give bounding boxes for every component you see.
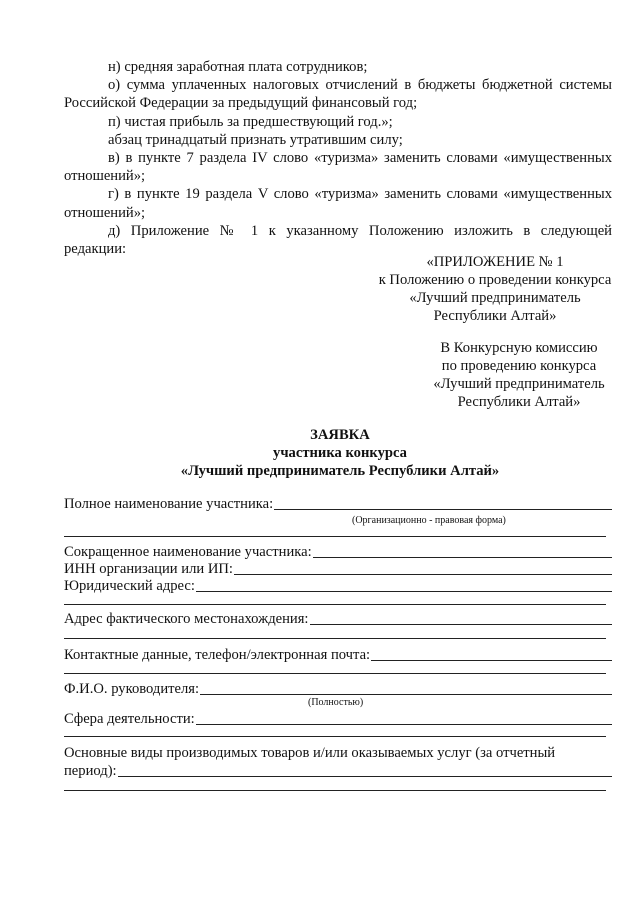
addressee-block: В Конкурсную комиссию по проведению конкурса «Лучший предприниматель Республики Алтай»: [433, 340, 605, 410]
appendix-contest-name: «Лучший предприниматель: [409, 290, 581, 306]
form-subtitle: участника конкурса: [273, 445, 407, 461]
contacts-line-2[interactable]: [64, 673, 606, 674]
full-name-label: Полное наименование участника:: [64, 496, 274, 512]
short-name-label: Сокращенное наименование участника:: [64, 544, 312, 560]
full-name-line-2[interactable]: [64, 536, 606, 537]
appendix-reference: к Положению о проведении конкурса: [378, 272, 612, 288]
legal-address-field[interactable]: [64, 577, 612, 595]
goods-label-line1: Основные виды производимых товаров и/или оказываемых услуг (за отчетный: [64, 745, 556, 761]
short-name-line[interactable]: [313, 543, 612, 558]
contacts-line[interactable]: [371, 646, 612, 661]
appendix-header: [330, 253, 640, 325]
goods-label-line2: период):: [64, 763, 117, 779]
full-name-field[interactable]: [64, 495, 612, 513]
legal-address-line[interactable]: [196, 577, 612, 592]
appendix-region: Республики Алтай»: [433, 308, 557, 324]
activity-line[interactable]: [196, 710, 612, 725]
clause-d-cont: редакции:: [64, 241, 127, 258]
full-name-line[interactable]: [274, 495, 612, 510]
contacts-field[interactable]: [64, 646, 612, 664]
activity-label: Сфера деятельности:: [64, 711, 195, 727]
clause-d: д) Приложение № 1 к указанному Положению изложить в следующей: [108, 222, 612, 239]
actual-address-label: Адрес фактического местонахождения:: [64, 611, 309, 627]
clause-v-cont: отношений»;: [64, 168, 146, 185]
legal-address-line-2[interactable]: [64, 604, 606, 605]
clause-n: н) средняя заработная плата сотрудников;: [108, 59, 368, 75]
goods-line[interactable]: [118, 762, 612, 777]
inn-label: ИНН организации или ИП:: [64, 561, 233, 577]
goods-line-2[interactable]: [64, 790, 606, 791]
director-label: Ф.И.О. руководителя:: [64, 681, 200, 697]
clause-abzac: абзац тринадцатый признать утратившим силу;: [108, 131, 403, 148]
clause-g: г) в пункте 19 раздела V слово «туризма» заменить словами «имущественных: [108, 186, 612, 203]
clause-g-cont: отношений»;: [64, 204, 146, 221]
director-field[interactable]: [64, 680, 612, 698]
contacts-label: Контактные данные, телефон/электронная почта:: [64, 647, 371, 663]
form-title: ЗАЯВКА: [310, 427, 370, 443]
goods-field[interactable]: [64, 762, 612, 780]
inn-field[interactable]: [64, 560, 612, 578]
clause-o: о) сумма уплаченных налоговых отчислений в бюджеты бюджетной системы: [108, 77, 612, 94]
form-contest-name: «Лучший предприниматель Республики Алтай»: [180, 463, 500, 479]
director-note: (Полностью): [308, 697, 364, 708]
legal-address-label: Юридический адрес:: [64, 578, 195, 594]
clause-o-cont: Российской Федерации за предыдущий финансовый год;: [64, 95, 418, 112]
actual-address-line-2[interactable]: [64, 638, 606, 639]
appendix-number: «ПРИЛОЖЕНИЕ № 1: [426, 254, 564, 270]
amendment-clauses: [64, 58, 612, 258]
clause-p: п) чистая прибыль за предшествующий год.»;: [108, 113, 393, 130]
short-name-field[interactable]: [64, 543, 612, 561]
activity-line-2[interactable]: [64, 736, 606, 737]
inn-line[interactable]: [234, 560, 612, 575]
director-line[interactable]: [200, 680, 612, 695]
full-name-note: (Организационно - правовая форма): [352, 515, 506, 526]
actual-address-line[interactable]: [310, 610, 613, 625]
activity-field[interactable]: [64, 710, 612, 728]
clause-v: в) в пункте 7 раздела IV слово «туризма» заменить словами «имущественных: [108, 150, 612, 167]
actual-address-field[interactable]: [64, 610, 612, 628]
